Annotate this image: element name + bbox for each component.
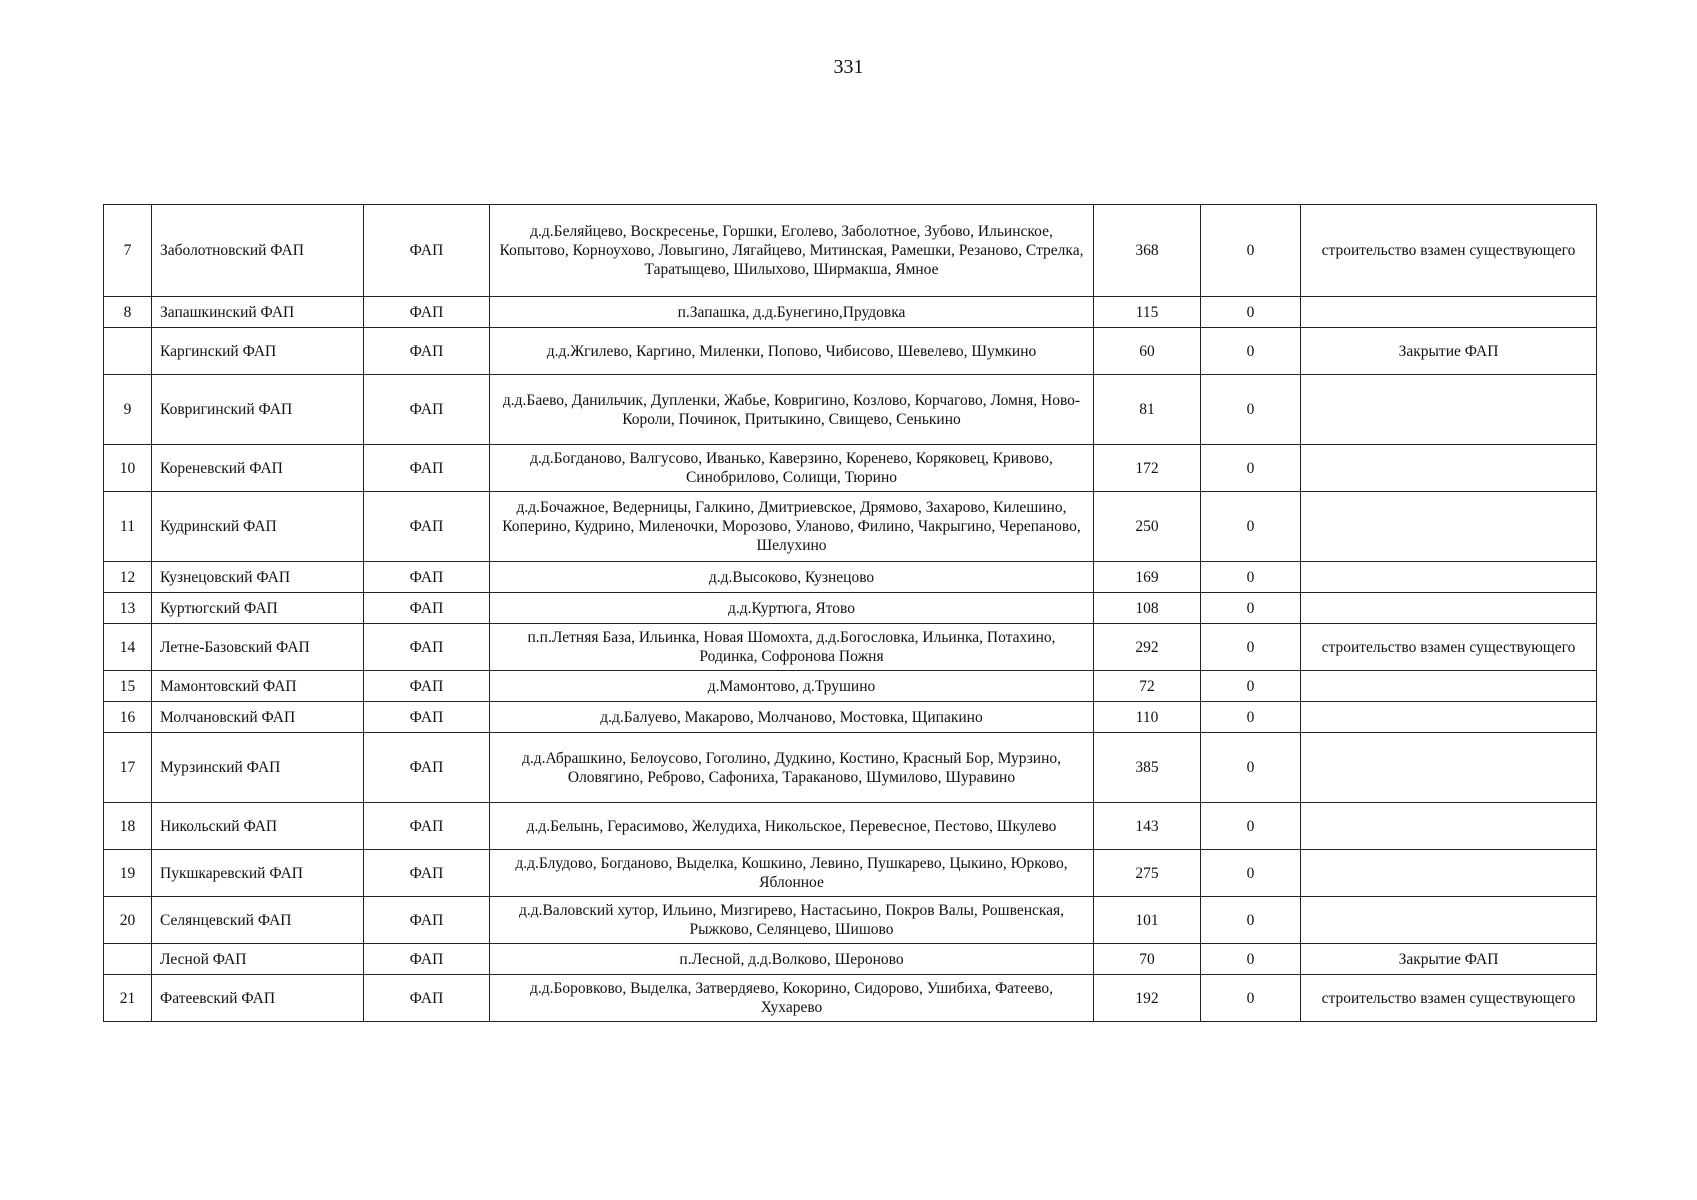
row-number: 15	[104, 671, 152, 702]
row-number	[104, 944, 152, 975]
facility-type: ФАП	[364, 850, 490, 897]
row-number	[104, 328, 152, 375]
row-number: 18	[104, 803, 152, 850]
row-number: 9	[104, 375, 152, 445]
row-number: 17	[104, 733, 152, 803]
population: 115	[1094, 297, 1201, 328]
facility-type: ФАП	[364, 944, 490, 975]
table-row	[104, 803, 1597, 850]
table-row	[104, 671, 1597, 702]
row-number: 7	[104, 205, 152, 297]
value: 0	[1201, 297, 1301, 328]
fap-table	[103, 204, 1597, 1022]
table-row	[104, 702, 1597, 733]
value: 0	[1201, 375, 1301, 445]
facility-type: ФАП	[364, 297, 490, 328]
fap-name: Кореневский ФАП	[152, 445, 364, 492]
fap-name: Селянцевский ФАП	[152, 897, 364, 944]
note	[1301, 297, 1597, 328]
row-number: 13	[104, 593, 152, 624]
table-row	[104, 492, 1597, 562]
note	[1301, 733, 1597, 803]
settlements: д.д.Баево, Данильчик, Дупленки, Жабье, Ковригино, Козлово, Корчагово, Ломня, Ново-Короли, Починок, Притыкино, Свищево, Сенькино	[490, 375, 1094, 445]
row-number: 21	[104, 975, 152, 1022]
row-number: 11	[104, 492, 152, 562]
population: 60	[1094, 328, 1201, 375]
note	[1301, 492, 1597, 562]
table-row	[104, 445, 1597, 492]
table-row	[104, 733, 1597, 803]
table-row	[104, 205, 1597, 297]
table-row	[104, 850, 1597, 897]
note	[1301, 375, 1597, 445]
population: 70	[1094, 944, 1201, 975]
facility-type: ФАП	[364, 375, 490, 445]
settlements: д.Мамонтово, д.Трушино	[490, 671, 1094, 702]
value: 0	[1201, 850, 1301, 897]
facility-type: ФАП	[364, 205, 490, 297]
value: 0	[1201, 897, 1301, 944]
row-number: 19	[104, 850, 152, 897]
table-row	[104, 375, 1597, 445]
note: строительство взамен существующего	[1301, 624, 1597, 671]
note	[1301, 562, 1597, 593]
value: 0	[1201, 702, 1301, 733]
population: 169	[1094, 562, 1201, 593]
population: 368	[1094, 205, 1201, 297]
value: 0	[1201, 445, 1301, 492]
facility-type: ФАП	[364, 803, 490, 850]
facility-type: ФАП	[364, 671, 490, 702]
settlements: д.д.Бочажное, Ведерницы, Галкино, Дмитриевское, Дрямово, Захарово, Килешино, Коперино, Кудрино, Миленочки, Морозово, Уланово, Филино, Чакрыгино, Черепаново, Шелухино	[490, 492, 1094, 562]
population: 275	[1094, 850, 1201, 897]
population: 292	[1094, 624, 1201, 671]
table-row	[104, 593, 1597, 624]
population: 385	[1094, 733, 1201, 803]
value: 0	[1201, 205, 1301, 297]
row-number: 10	[104, 445, 152, 492]
facility-type: ФАП	[364, 492, 490, 562]
settlements: д.д.Богданово, Валгусово, Иванько, Каверзино, Коренево, Коряковец, Кривово, Синобрилово, Солищи, Тюрино	[490, 445, 1094, 492]
population: 143	[1094, 803, 1201, 850]
population: 110	[1094, 702, 1201, 733]
fap-name: Ковригинский ФАП	[152, 375, 364, 445]
table-row	[104, 897, 1597, 944]
settlements: д.д.Высоково, Кузнецово	[490, 562, 1094, 593]
note	[1301, 803, 1597, 850]
facility-type: ФАП	[364, 445, 490, 492]
fap-name: Мурзинский ФАП	[152, 733, 364, 803]
note: Закрытие ФАП	[1301, 944, 1597, 975]
fap-name: Фатеевский ФАП	[152, 975, 364, 1022]
settlements: д.д.Балуево, Макарово, Молчаново, Мостовка, Щипакино	[490, 702, 1094, 733]
fap-name: Молчановский ФАП	[152, 702, 364, 733]
fap-name: Кудринский ФАП	[152, 492, 364, 562]
value: 0	[1201, 624, 1301, 671]
row-number: 16	[104, 702, 152, 733]
facility-type: ФАП	[364, 702, 490, 733]
value: 0	[1201, 944, 1301, 975]
value: 0	[1201, 671, 1301, 702]
note	[1301, 850, 1597, 897]
settlements: п.Запашка, д.д.Бунегино,Прудовка	[490, 297, 1094, 328]
fap-name: Пукшкаревский ФАП	[152, 850, 364, 897]
settlements: п.Лесной, д.д.Волково, Шероново	[490, 944, 1094, 975]
note: строительство взамен существующего	[1301, 975, 1597, 1022]
facility-type: ФАП	[364, 624, 490, 671]
fap-name: Мамонтовский ФАП	[152, 671, 364, 702]
population: 101	[1094, 897, 1201, 944]
value: 0	[1201, 562, 1301, 593]
fap-name: Никольский ФАП	[152, 803, 364, 850]
settlements: п.п.Летняя База, Ильинка, Новая Шомохта, д.д.Богословка, Ильинка, Потахино, Родинка, Софронова Пожня	[490, 624, 1094, 671]
value: 0	[1201, 733, 1301, 803]
settlements: д.д.Блудово, Богданово, Выделка, Кошкино, Левино, Пушкарево, Цыкино, Юрково, Яблонное	[490, 850, 1094, 897]
population: 72	[1094, 671, 1201, 702]
facility-type: ФАП	[364, 562, 490, 593]
settlements: д.д.Жгилево, Каргино, Миленки, Попово, Чибисово, Шевелево, Шумкино	[490, 328, 1094, 375]
note	[1301, 593, 1597, 624]
facility-type: ФАП	[364, 328, 490, 375]
table-row	[104, 562, 1597, 593]
facility-type: ФАП	[364, 897, 490, 944]
fap-name: Заболотновский ФАП	[152, 205, 364, 297]
facility-type: ФАП	[364, 593, 490, 624]
facility-type: ФАП	[364, 733, 490, 803]
population: 108	[1094, 593, 1201, 624]
fap-name: Каргинский ФАП	[152, 328, 364, 375]
note	[1301, 702, 1597, 733]
settlements: д.д.Белынь, Герасимово, Желудиха, Никольское, Перевесное, Пестово, Шкулево	[490, 803, 1094, 850]
value: 0	[1201, 803, 1301, 850]
value: 0	[1201, 492, 1301, 562]
table-row	[104, 328, 1597, 375]
fap-name: Лесной ФАП	[152, 944, 364, 975]
note	[1301, 445, 1597, 492]
settlements: д.д.Валовский хутор, Ильино, Мизгирево, Настасьино, Покров Валы, Рошвенская, Рыжково, Селянцево, Шишово	[490, 897, 1094, 944]
population: 81	[1094, 375, 1201, 445]
settlements: д.д.Беляйцево, Воскресенье, Горшки, Еголево, Заболотное, Зубово, Ильинское, Копытово, Корноухово, Ловыгино, Лягайцево, Митинская, Рамешки, Резаново, Стрелка, Таратыщево, Шилыхово, Ширмакша, Ямное	[490, 205, 1094, 297]
facility-type: ФАП	[364, 975, 490, 1022]
value: 0	[1201, 593, 1301, 624]
value: 0	[1201, 975, 1301, 1022]
row-number: 20	[104, 897, 152, 944]
population: 172	[1094, 445, 1201, 492]
value: 0	[1201, 328, 1301, 375]
fap-name: Летне-Базовский ФАП	[152, 624, 364, 671]
population: 192	[1094, 975, 1201, 1022]
table-body	[104, 205, 1597, 1022]
table-row	[104, 975, 1597, 1022]
settlements: д.д.Куртюга, Ятово	[490, 593, 1094, 624]
page-number: 331	[833, 56, 864, 78]
table-row	[104, 944, 1597, 975]
fap-name: Запашкинский ФАП	[152, 297, 364, 328]
note: строительство взамен существующего	[1301, 205, 1597, 297]
population: 250	[1094, 492, 1201, 562]
settlements: д.д.Абрашкино, Белоусово, Гоголино, Дудкино, Костино, Красный Бор, Мурзино, Оловягино, Реброво, Сафониха, Тараканово, Шумилово, Шуравино	[490, 733, 1094, 803]
fap-name: Кузнецовский ФАП	[152, 562, 364, 593]
note	[1301, 897, 1597, 944]
row-number: 14	[104, 624, 152, 671]
row-number: 12	[104, 562, 152, 593]
table-row	[104, 624, 1597, 671]
fap-name: Куртюгский ФАП	[152, 593, 364, 624]
settlements: д.д.Боровково, Выделка, Затвердяево, Кокорино, Сидорово, Ушибиха, Фатеево, Хухарево	[490, 975, 1094, 1022]
note: Закрытие ФАП	[1301, 328, 1597, 375]
table-row	[104, 297, 1597, 328]
note	[1301, 671, 1597, 702]
row-number: 8	[104, 297, 152, 328]
